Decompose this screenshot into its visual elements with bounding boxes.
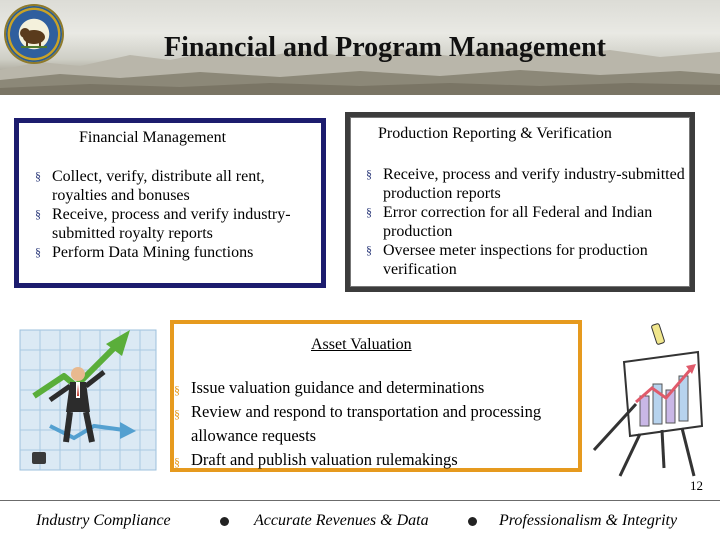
list-item xyxy=(174,400,579,448)
financial-management-list xyxy=(35,167,315,262)
list-item-text: Error correction for all Federal and Indian production xyxy=(383,204,653,240)
list-item-text: Receive, process and verify industry-submitted production reports xyxy=(383,166,685,202)
footer-item-industry-compliance: Industry Compliance xyxy=(36,512,171,529)
bullet-marker: § xyxy=(35,245,41,259)
bullet-marker: § xyxy=(174,455,180,469)
list-item xyxy=(366,241,691,279)
footer-bullet-icon xyxy=(468,517,477,526)
footer-bullet-icon xyxy=(220,517,229,526)
bullet-marker: § xyxy=(174,383,180,397)
production-reporting-list xyxy=(366,165,691,279)
bullet-marker: § xyxy=(366,243,372,257)
footer-item-professionalism: Professionalism & Integrity xyxy=(499,512,678,529)
page-title: Financial and Program Management xyxy=(163,32,606,63)
asset-valuation-title: Asset Valuation xyxy=(311,336,412,353)
businessman-growth-chart-clipart xyxy=(14,326,164,476)
bullet-marker: § xyxy=(366,205,372,219)
list-item xyxy=(366,165,691,203)
list-item xyxy=(174,448,579,472)
list-item-text: Issue valuation guidance and determinations xyxy=(191,378,485,397)
list-item-text: Receive, process and verify industry-submitted royalty reports xyxy=(52,206,291,242)
bullet-marker: § xyxy=(35,169,41,183)
list-item xyxy=(35,205,315,243)
header-banner xyxy=(0,0,720,95)
asset-valuation-box xyxy=(170,320,582,472)
list-item-text: Perform Data Mining functions xyxy=(52,244,254,261)
list-item xyxy=(35,243,315,262)
list-item-text: Draft and publish valuation rulemakings xyxy=(191,450,458,469)
asset-valuation-list xyxy=(174,376,579,472)
bullet-marker: § xyxy=(35,207,41,221)
financial-management-title: Financial Management xyxy=(79,129,227,146)
production-reporting-title: Production Reporting & Verification xyxy=(378,125,612,142)
production-reporting-box xyxy=(345,112,695,292)
list-item-text: Oversee meter inspections for production verification xyxy=(383,242,648,278)
financial-management-box xyxy=(14,118,326,288)
list-item xyxy=(174,376,579,400)
footer-item-accurate-revenues: Accurate Revenues & Data xyxy=(254,512,429,529)
bullet-marker: § xyxy=(174,407,180,421)
bullet-marker: § xyxy=(366,167,372,181)
footer xyxy=(0,508,720,536)
list-item xyxy=(366,203,691,241)
list-item-text: Review and respond to transportation and processing allowance requests xyxy=(191,402,542,445)
list-item-text: Collect, verify, distribute all rent, royalties and bonuses xyxy=(52,168,265,204)
list-item xyxy=(35,167,315,205)
page-number: 12 xyxy=(690,478,703,493)
footer-divider xyxy=(0,500,720,501)
easel-chart-clipart xyxy=(590,318,710,478)
